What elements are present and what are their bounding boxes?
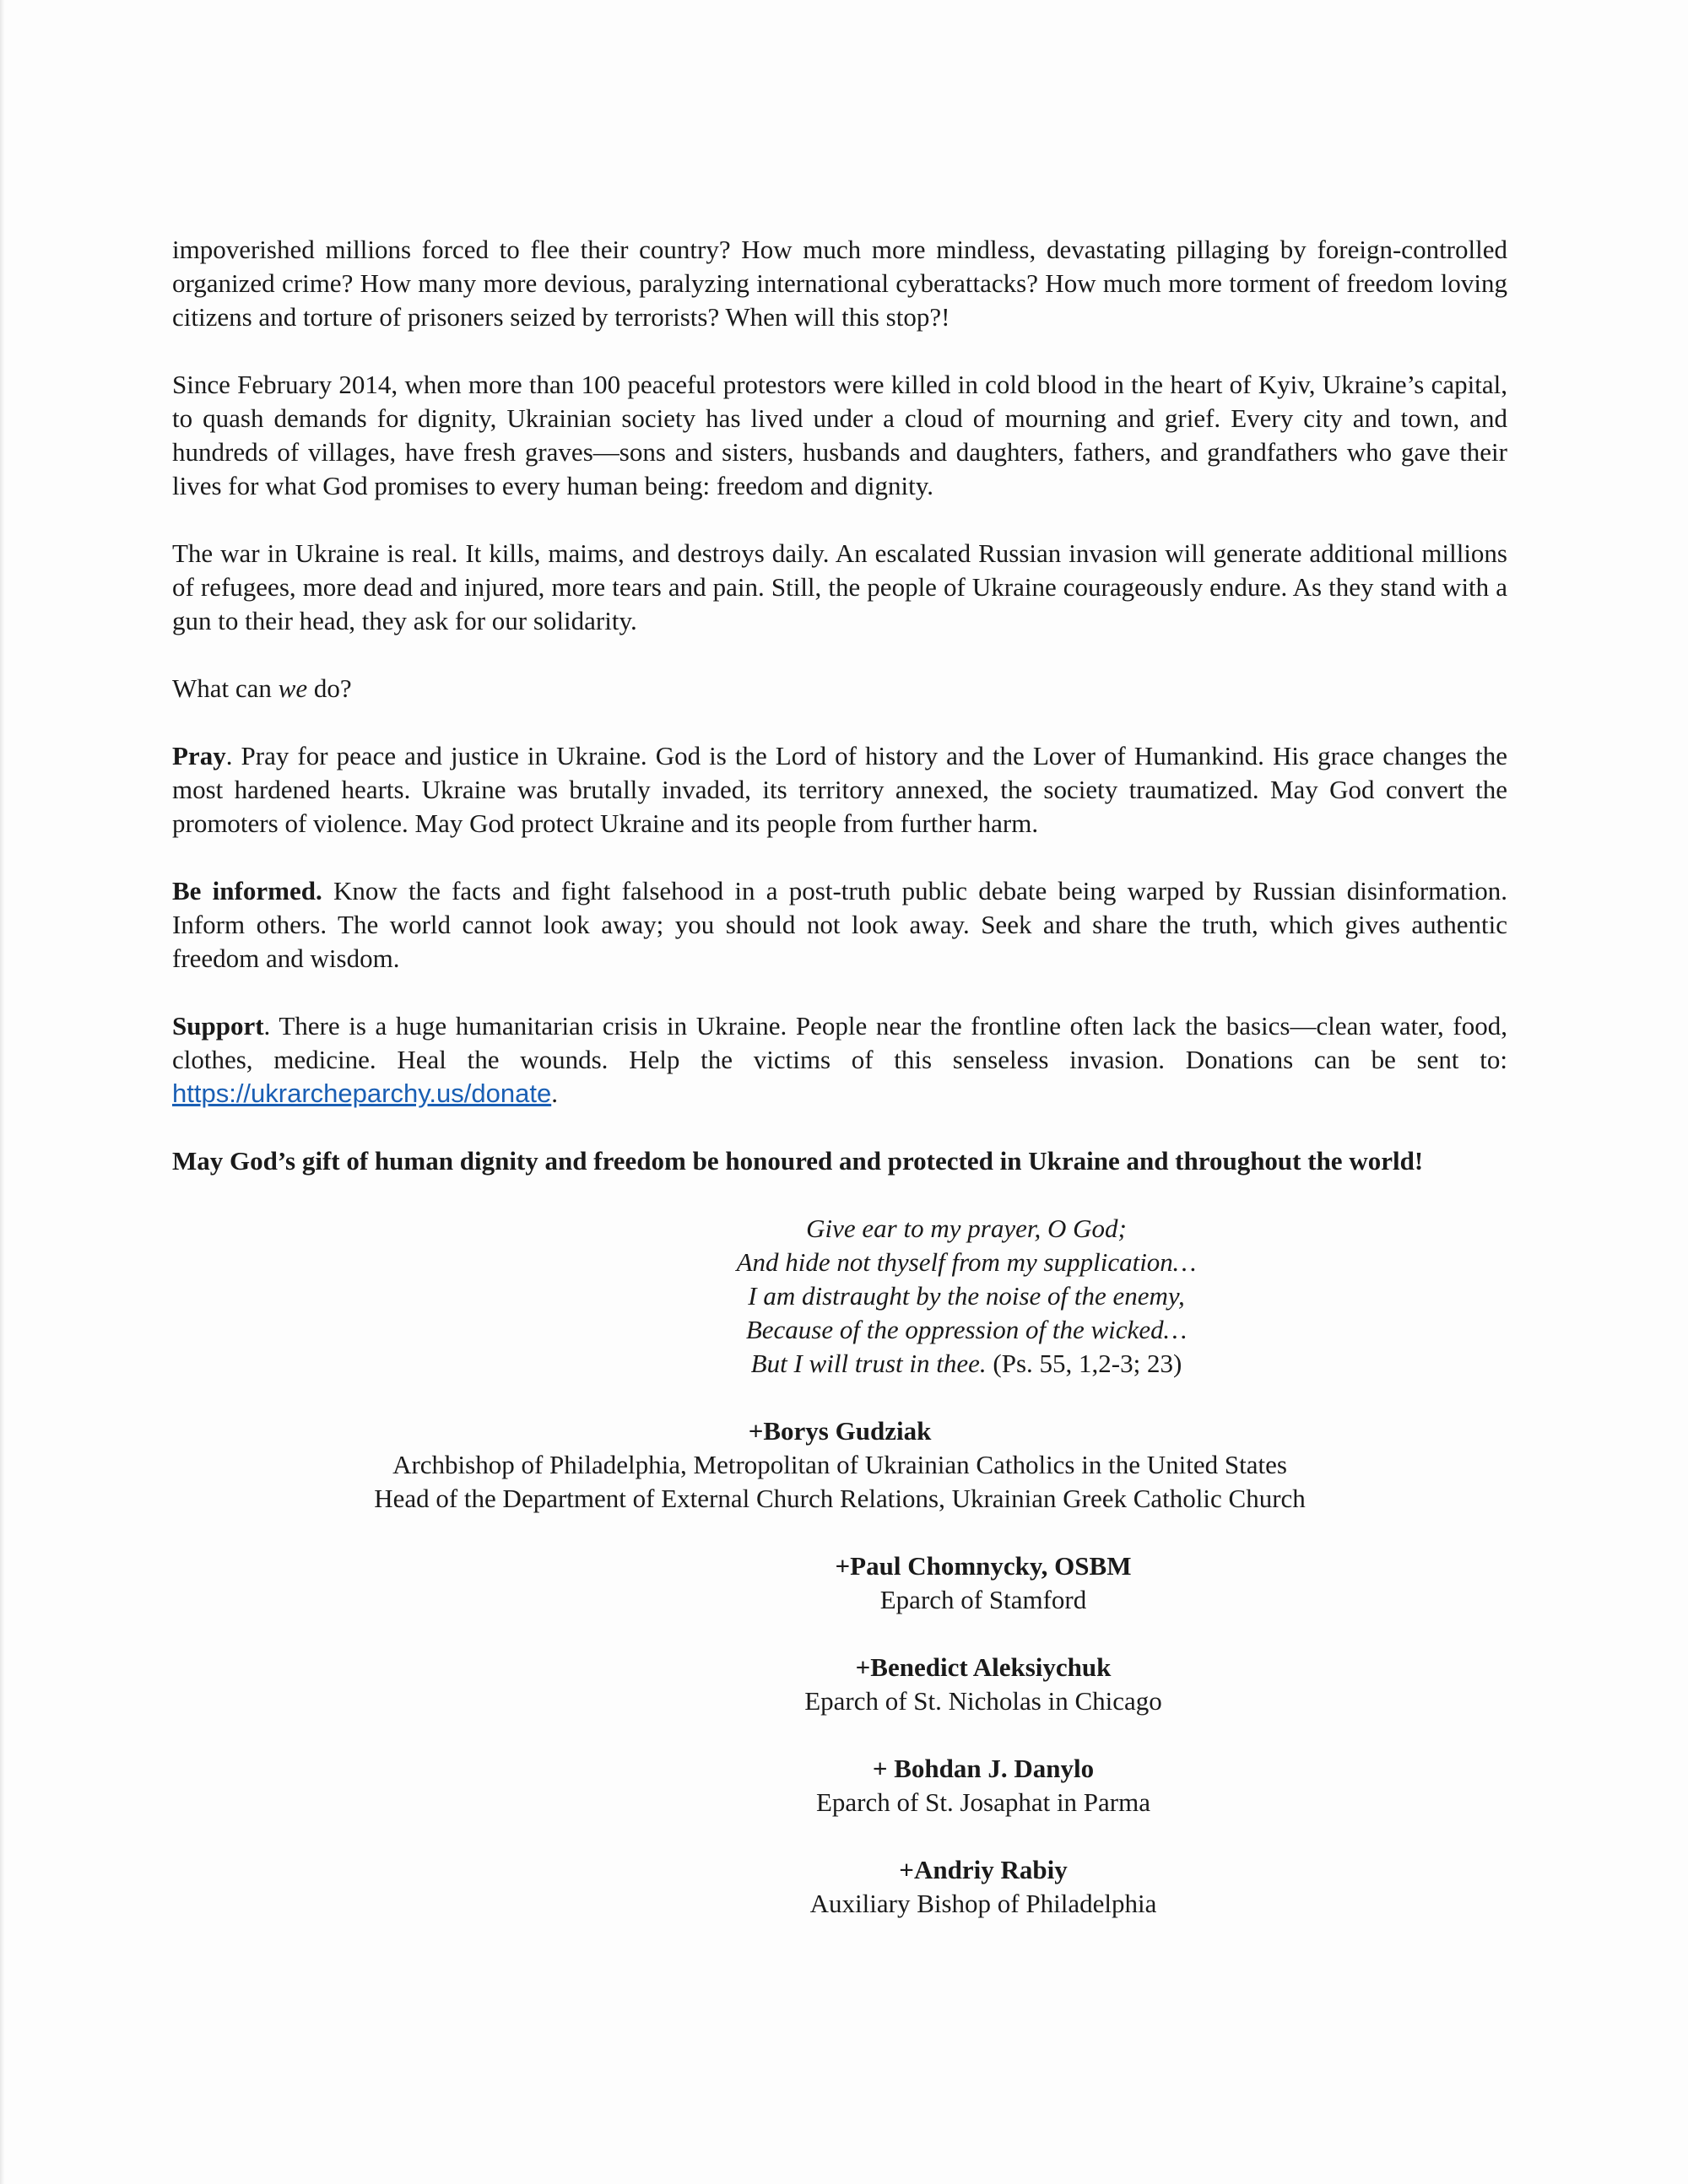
signatory-title: Eparch of St. Josaphat in Parma — [815, 1787, 1151, 1817]
signatory-title: Head of the Department of External Church Relations, Ukrainian Greek Catholic Church — [374, 1484, 1306, 1513]
signatory-title: Eparch of St. Nicholas in Chicago — [804, 1686, 1162, 1716]
informed-text: Know the facts and fight falsehood in a post-truth public debate being warped by Russian disinformation. Inform others. The world cannot look away; you should not look away. Seek and share the truth, which gives authentic freedom and wisdom. — [172, 876, 1507, 973]
war-paragraph: The war in Ukraine is real. It kills, maims, and destroys daily. An escalated Russian invasion will generate additional millions of refugees, more dead and injured, more tears and pain. Still, the people of Ukraine courageously endure. As they stand with a gun to their head, they ask for our solidarity. — [172, 538, 1507, 635]
verse-line: And hide not thyself from my supplication… — [736, 1247, 1197, 1277]
informed-paragraph — [172, 874, 1507, 976]
closing-blessing: May God’s gift of human dignity and freedom be honoured and protected in Ukraine and throughout the world! — [172, 1146, 1424, 1176]
question-paragraph — [172, 672, 1507, 705]
pray-paragraph — [172, 739, 1507, 841]
support-text: . There is a huge humanitarian crisis in Ukraine. People near the frontline often lack the basics—clean water, food, clothes, medicine. Heal the wounds. Help the victims of this senseless invasion. Donations can be sent to: — [172, 1011, 1507, 1074]
signatory-title: Auxiliary Bishop of Philadelphia — [809, 1889, 1157, 1918]
pray-text: . Pray for peace and justice in Ukraine. God is the Lord of history and the Lover of Humankind. His grace changes the most hardened hearts. Ukraine was brutally invaded, its territory annexed, the society traumatized. May God convert the promoters of violence. May God protect Ukraine and its people from further harm. — [172, 741, 1507, 838]
psalm-verse — [172, 1212, 1507, 1381]
signature-gudziak — [172, 1414, 1507, 1516]
pray-lead: Pray — [172, 741, 226, 770]
question-emphasis: we — [278, 673, 308, 703]
verse-last-line — [425, 1347, 1507, 1381]
question-after: do? — [307, 673, 352, 703]
support-after-link: . — [551, 1078, 558, 1108]
verse-line: Give ear to my prayer, O God; — [806, 1214, 1127, 1243]
signature-aleksiychuk — [172, 1651, 1507, 1718]
signatory-name: +Andriy Rabiy — [899, 1855, 1068, 1884]
signature-chomnycky — [172, 1549, 1507, 1617]
letter-body — [172, 233, 1507, 1954]
verse-last-text: But I will trust in thee. — [750, 1349, 987, 1378]
verse-reference: (Ps. 55, 1,2-3; 23) — [986, 1349, 1182, 1378]
intro-paragraph: impoverished millions forced to flee their country? How much more mindless, devastating pillaging by foreign-controlled organized crime? How many more devious, paralyzing international cyberattacks? How much more torment of freedom loving citizens and torture of prisoners seized by terrorists? When will this stop?! — [172, 235, 1507, 332]
signatory-title: Eparch of Stamford — [879, 1585, 1087, 1614]
signature-danylo — [172, 1752, 1507, 1819]
donate-link[interactable]: https://ukrarcheparchy.us/donate — [172, 1078, 552, 1108]
verse-line: Because of the oppression of the wicked… — [745, 1315, 1188, 1344]
signatory-title: Archbishop of Philadelphia, Metropolitan of Ukrainian Catholics in the United States — [392, 1450, 1287, 1479]
history-paragraph: Since February 2014, when more than 100 peaceful protestors were killed in cold blood in the heart of Kyiv, Ukraine’s capital, to quash demands for dignity, Ukrainian society has lived under a cloud of mourning and grief. Every city and town, and hundreds of villages, have fresh graves—sons and sisters, husbands and daughters, fathers, and grandfathers who gave their lives for what God promises to every human being: freedom and dignity. — [172, 370, 1507, 500]
support-paragraph — [172, 1009, 1507, 1111]
support-lead: Support — [172, 1011, 264, 1041]
question-before: What can — [172, 673, 279, 703]
verse-line: I am distraught by the noise of the enemy, — [748, 1281, 1185, 1311]
signatory-name: +Borys Gudziak — [748, 1416, 932, 1446]
page-edge-shadow — [0, 0, 5, 2184]
informed-lead: Be informed. — [172, 876, 322, 905]
signatory-name: +Benedict Aleksiychuk — [855, 1652, 1112, 1682]
signature-rabiy — [172, 1853, 1507, 1921]
signatory-name: + Bohdan J. Danylo — [872, 1754, 1095, 1783]
signatory-name: +Paul Chomnycky, OSBM — [835, 1551, 1132, 1581]
